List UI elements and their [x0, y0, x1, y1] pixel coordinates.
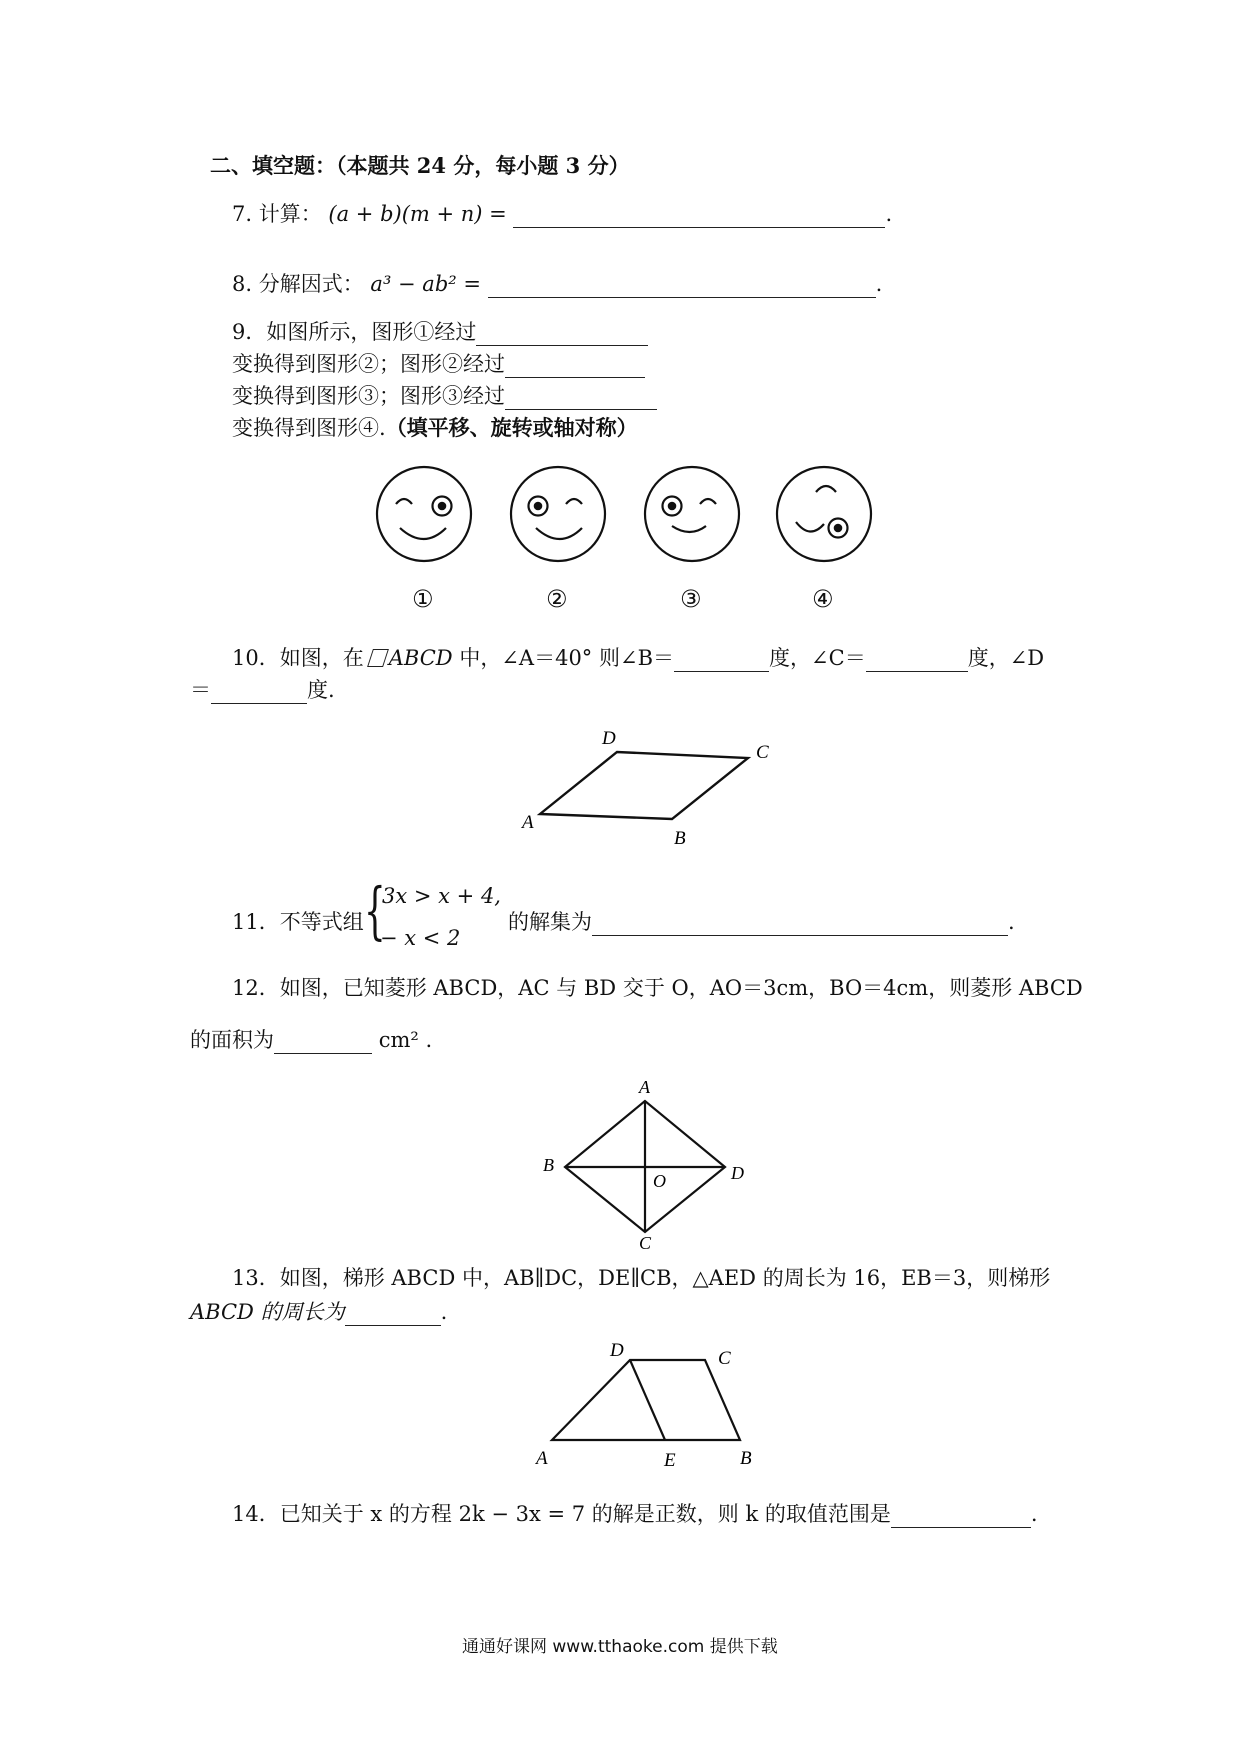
q12-answer-blank — [274, 1031, 372, 1054]
footer-text: 通通好课网 www.tthaoke.com 提供下载 — [462, 1637, 778, 1657]
face-4 — [777, 467, 871, 561]
q11-answer-blank — [592, 913, 1008, 936]
q13-trapezoid-figure — [530, 1340, 770, 1470]
q10-text-deg: 度. — [307, 678, 335, 702]
q8-period: . — [875, 272, 883, 296]
q11-inequality-2: − x < 2 — [380, 926, 461, 950]
q12-label-o: O — [653, 1171, 666, 1191]
q8-label: 分解因式： — [258, 272, 364, 296]
q13-answer-blank — [345, 1303, 441, 1326]
q9-line-4-text: 变换得到图形④. — [232, 416, 386, 440]
q12-line-2 — [190, 1026, 432, 1054]
q11-brace: { — [364, 874, 386, 947]
q10-label-c: C — [756, 742, 769, 763]
q13-label-b: B — [740, 1448, 752, 1469]
q9-blank-2 — [505, 355, 645, 378]
face-label-4: ④ — [812, 585, 834, 613]
q7-label: 计算： — [258, 202, 322, 226]
q12-label-b: B — [543, 1155, 554, 1175]
q13-label-c: C — [718, 1348, 731, 1369]
q9-blank-1 — [476, 323, 648, 346]
face-label-2: ② — [546, 585, 568, 613]
face-label-1: ① — [412, 585, 434, 613]
q11-after-text: 的解集为 — [508, 910, 592, 934]
q12-period: . — [425, 1028, 433, 1052]
q9-hint: （填平移、旋转或轴对称） — [385, 415, 638, 440]
q12-text-a: 的面积为 — [190, 1028, 274, 1052]
q12-label-c: C — [639, 1233, 652, 1250]
q13-period: . — [440, 1300, 448, 1324]
q10-abcd: ABCD — [388, 646, 453, 670]
q8-answer-blank — [488, 275, 876, 298]
q10-label-b: B — [674, 828, 686, 849]
q14-period: . — [1030, 1502, 1038, 1526]
q12-line-1: 12．如图，已知菱形 ABCD，AC 与 BD 交于 O，AO＝3cm，BO＝4cm，则菱形 ABCD — [232, 976, 1083, 1000]
q9-line-1 — [232, 318, 648, 346]
q12-unit: cm² — [378, 1028, 419, 1052]
q13-label-a: A — [536, 1448, 548, 1469]
q10-text-eq: ＝ — [190, 678, 211, 702]
q11-label: 11．不等式组 — [232, 910, 364, 934]
face-1 — [377, 467, 471, 561]
q9-line-1-text: 9．如图所示，图形①经过 — [232, 320, 477, 344]
q13-label-d: D — [610, 1340, 624, 1361]
q14-answer-blank — [891, 1505, 1031, 1528]
q9-line-2-text: 变换得到图形②；图形②经过 — [232, 352, 505, 376]
q11-period: . — [1008, 910, 1015, 934]
q10-text-d: 则∠B＝ — [599, 646, 675, 670]
q13-line-2 — [190, 1298, 447, 1326]
face-2 — [511, 467, 605, 561]
q10-label-d: D — [602, 728, 616, 749]
q7-number: 7. — [232, 202, 253, 226]
q10-label-a: A — [522, 812, 534, 833]
q13-text-a: ABCD 的周长为 — [190, 1300, 345, 1324]
q12-rhombus-figure — [535, 1075, 755, 1250]
q11-inequality-1: 3x > x + 4, — [382, 884, 501, 908]
q10-text-c: 中，∠A＝40° — [459, 646, 593, 670]
q9-line-3 — [232, 382, 657, 410]
question-14 — [232, 1500, 1038, 1528]
q12-label-a: A — [639, 1077, 650, 1097]
q10-text-a: 10．如图，在 — [232, 646, 364, 670]
q9-line-3-text: 变换得到图形③；图形③经过 — [232, 384, 505, 408]
q10-line-1 — [232, 644, 1044, 672]
q8-number: 8. — [232, 272, 253, 296]
q10-text-f: 度，∠D — [967, 646, 1045, 670]
q13-label-e: E — [664, 1450, 676, 1470]
q11-after — [508, 908, 1015, 936]
q9-line-2 — [232, 350, 645, 378]
q10-blank-d — [211, 681, 307, 704]
q14-text: 14．已知关于 x 的方程 2k − 3x = 7 的解是正数，则 k 的取值范围是 — [232, 1502, 891, 1526]
q7-expression: (a + b)(m + n) = — [328, 202, 507, 226]
face-label-3: ③ — [680, 585, 702, 613]
q10-blank-c — [866, 649, 968, 672]
q10-parallelogram-figure — [510, 722, 780, 852]
q9-blank-3 — [505, 387, 657, 410]
q10-text-e: 度，∠C＝ — [769, 646, 866, 670]
q12-label-d: D — [731, 1163, 744, 1183]
q8-expression: a³ − ab² = — [370, 272, 481, 296]
q9-line-4 — [232, 414, 638, 442]
q10-line-2 — [190, 676, 335, 704]
parallelogram-symbol — [367, 649, 389, 667]
face-3 — [645, 467, 739, 561]
q10-blank-b — [674, 649, 769, 672]
q7-period: . — [885, 202, 893, 226]
section-title: 二、填空题：（本题共 24 分，每小题 3 分） — [210, 153, 630, 178]
question-8 — [232, 270, 882, 298]
q13-line-1: 13．如图，梯形 ABCD 中，AB∥DC，DE∥CB，△AED 的周长为 16，EB＝3，则梯形 — [232, 1266, 1051, 1290]
q7-answer-blank — [513, 205, 885, 228]
question-7 — [232, 200, 892, 228]
